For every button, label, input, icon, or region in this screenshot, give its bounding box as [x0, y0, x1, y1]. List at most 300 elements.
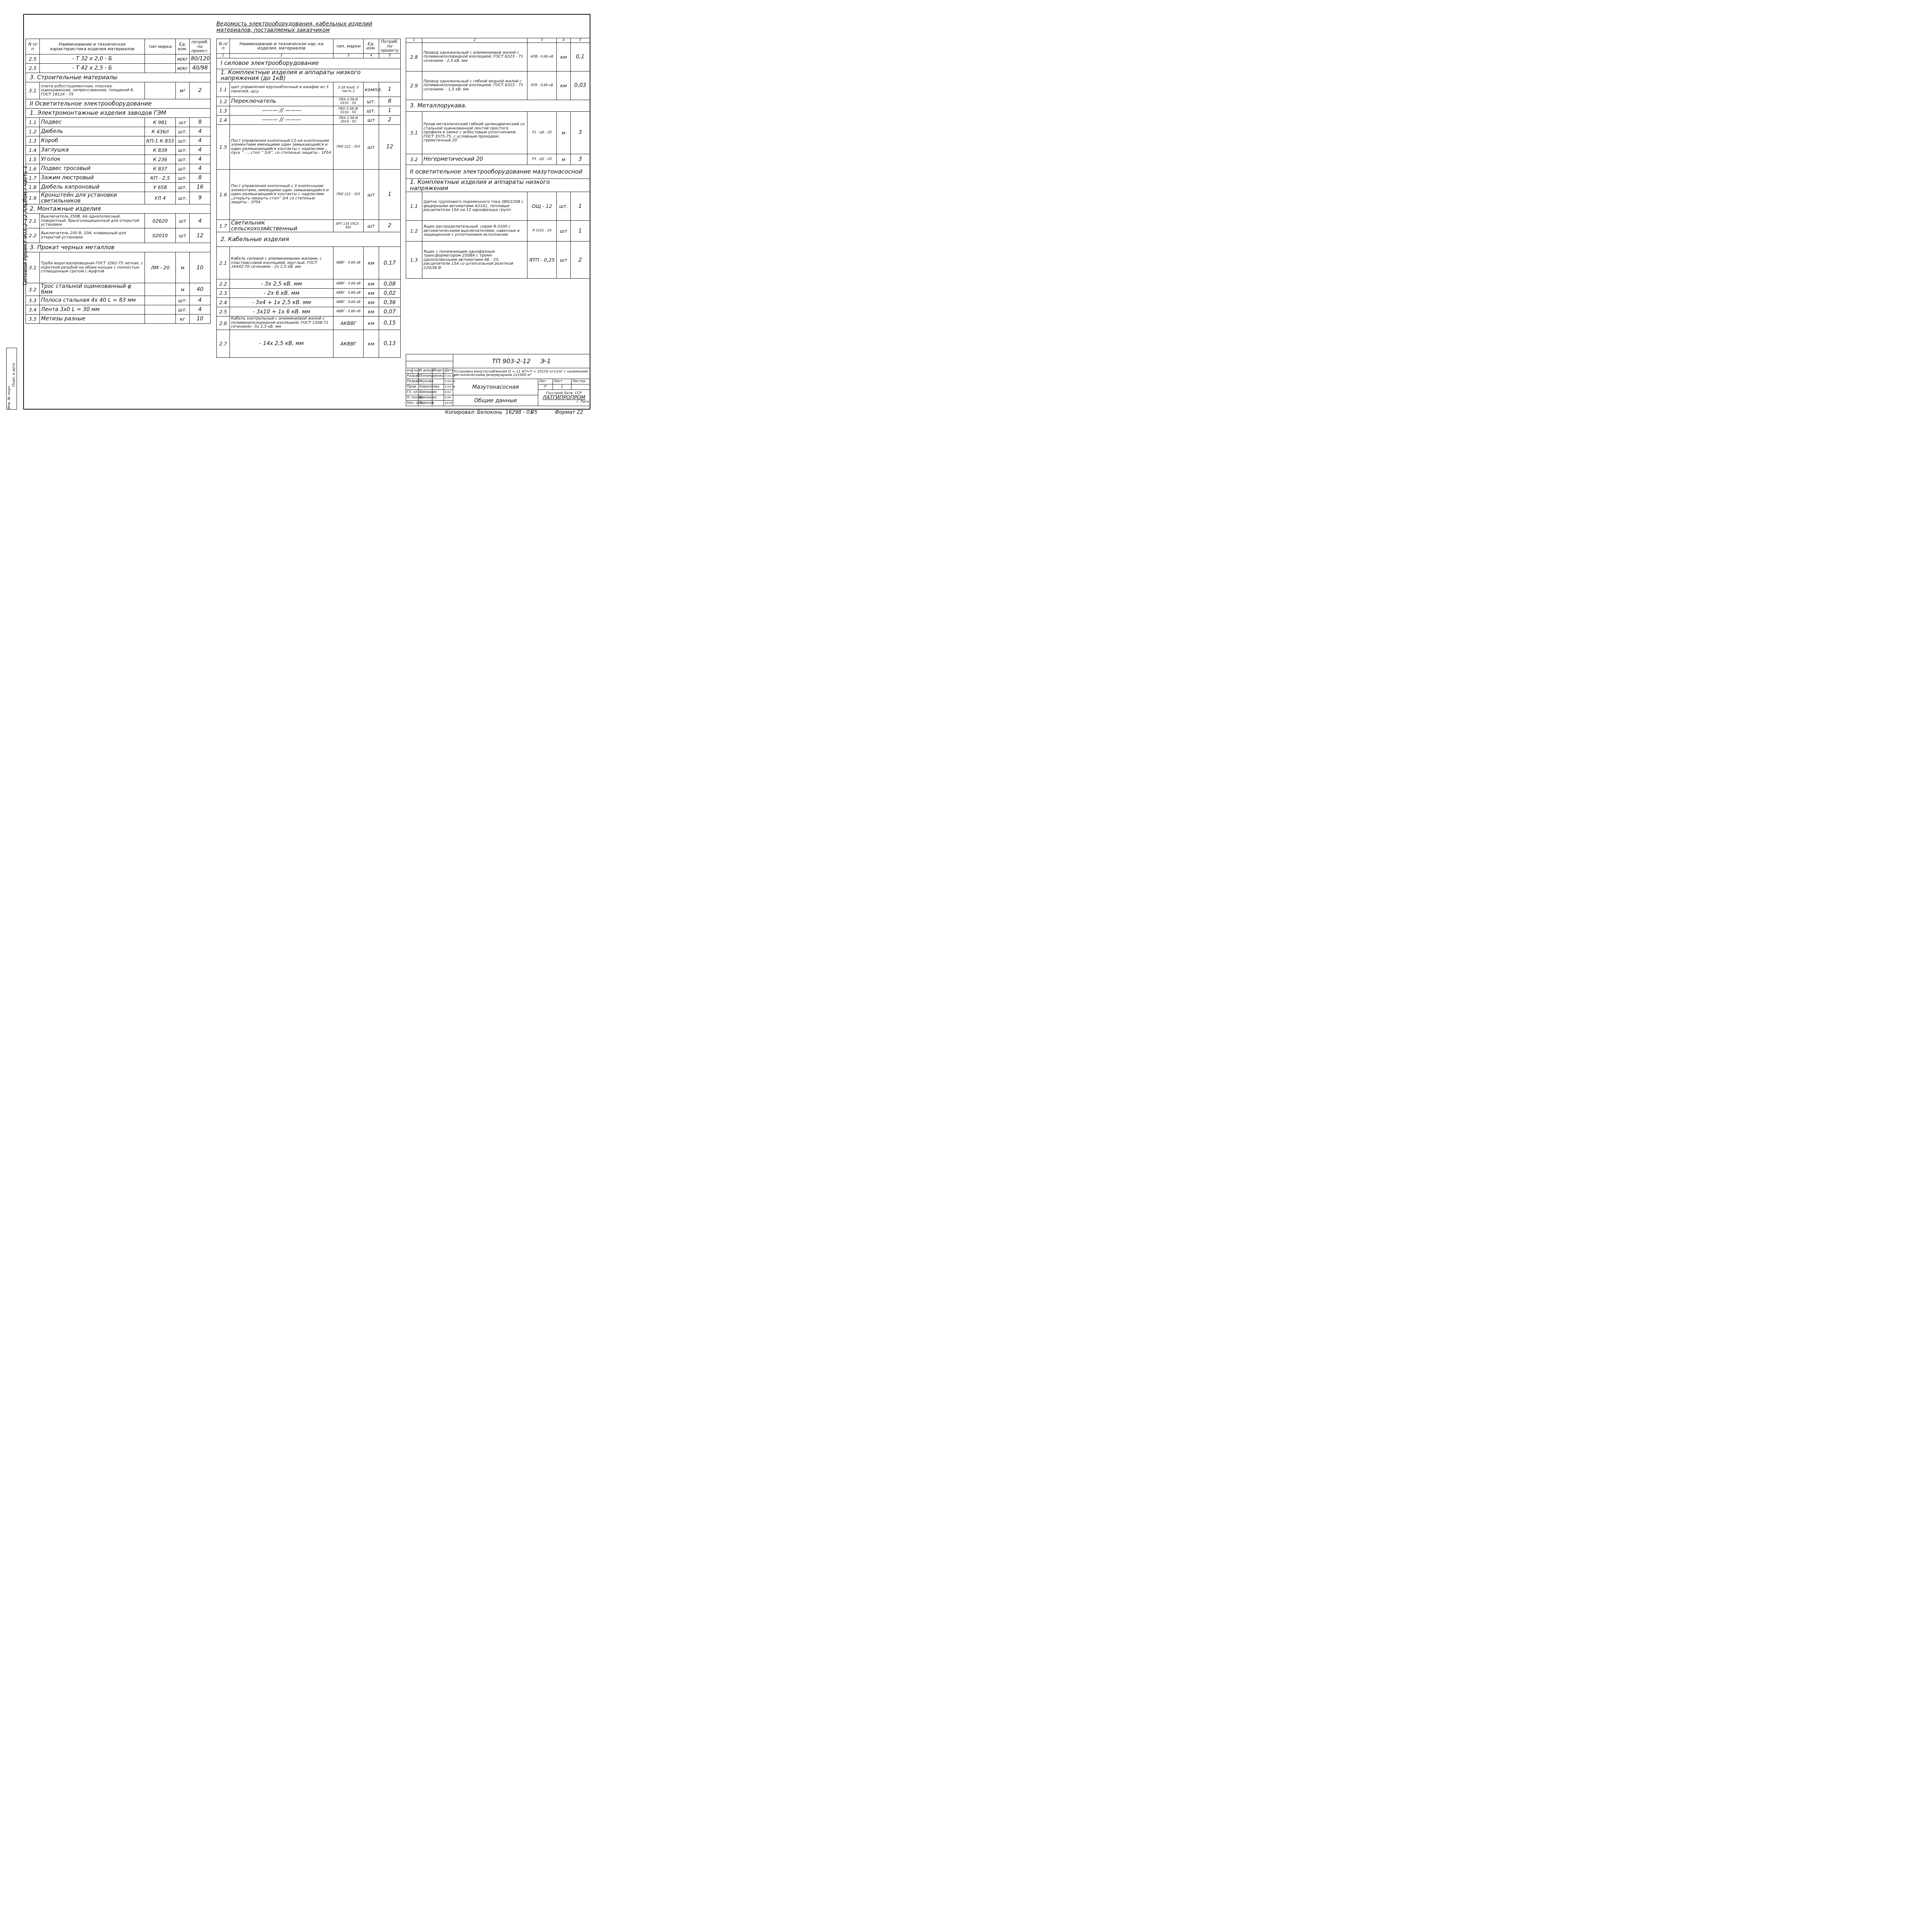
footer-copied: [445, 410, 502, 415]
column-number: 4: [557, 38, 571, 43]
row-name: Переключатель: [230, 97, 333, 106]
person-role: Н. контр.: [406, 395, 418, 401]
table-row: [406, 111, 590, 154]
row-unit: км: [364, 298, 379, 307]
row-type: ПКЕ 222 - 2У3: [333, 125, 364, 170]
row-unit: шт.: [176, 173, 190, 183]
row-unit: шт: [364, 170, 379, 220]
row-qty: 4: [190, 164, 211, 173]
section-row: [406, 165, 590, 179]
row-unit: м: [557, 154, 571, 165]
stamp-code-cell: [453, 354, 590, 368]
person-name: Кириллова: [418, 384, 432, 390]
row-type: [145, 296, 176, 305]
row-number: 1.2: [406, 221, 422, 242]
person-role: Нач. отд.: [406, 401, 418, 406]
stamp-code: ТП 903-2-12: [492, 357, 531, 365]
row-qty: 4: [190, 146, 211, 155]
row-type: У 658: [145, 183, 176, 192]
row-type: [145, 283, 176, 296]
row-name: Светильник сельскохозяйственный: [230, 220, 333, 232]
left-table: [26, 39, 211, 324]
row-type: К 837: [145, 164, 176, 173]
person-date: 5.04.78: [444, 384, 453, 390]
column-number-row: [406, 38, 590, 43]
col-izm: Изм.: [406, 368, 412, 374]
column-number: 2: [422, 38, 527, 43]
row-unit: шт: [364, 220, 379, 232]
row-type: АВВГ - 0,66 кВ: [333, 298, 364, 307]
row-type: АВВГ - 0,66 кВ: [333, 307, 364, 316]
column-number: 1: [406, 38, 422, 43]
row-qty: 2: [571, 242, 590, 279]
column-number: 1: [217, 53, 230, 58]
row-name: ——— // ———: [230, 106, 333, 116]
column-number: 4: [364, 53, 379, 58]
column-header: Наименование и техническая характеристика изделия материалов: [40, 39, 145, 54]
section-row: [217, 232, 401, 247]
row-number: 1.3: [217, 106, 230, 116]
footer-format: Формат 22: [555, 410, 583, 415]
stamp-lit-label: Лит: [538, 379, 553, 384]
row-number: 2.9: [406, 71, 422, 100]
section-title: 1. Комплектные изделия и аппараты низкого напряжения: [406, 179, 590, 192]
table-row: [26, 228, 211, 243]
row-number: 3.2: [406, 154, 422, 165]
row-type: 02010: [145, 228, 176, 243]
row-type: 3-18 Альб. V часть 2: [333, 82, 364, 97]
person-name: Викманис: [418, 395, 432, 401]
table-row: [406, 43, 590, 71]
row-name: Лента 3х0 L = 30 мм: [40, 305, 145, 314]
row-type: К 236: [145, 155, 176, 164]
row-qty: 12: [190, 228, 211, 243]
column-number: 3: [333, 53, 364, 58]
row-name: Выключатель 250В, 6А однополюсный, поворотный, брызгозащищенный для открытой установки: [40, 214, 145, 228]
table-row: [26, 118, 211, 127]
row-number: 2.5: [217, 307, 230, 316]
row-name: Пост управления кнопочный с 3 кнопочными элементами, имеющими один замыкающийся и один размыкающийся контакты с надписями „открыть-закрыть-стоп” 3/4 со степенью защиты - 1Р54: [230, 170, 333, 220]
column-number: 3: [527, 38, 557, 43]
row-number: 1.5: [26, 155, 40, 164]
table-row: [406, 154, 590, 165]
row-unit: кг: [176, 314, 190, 323]
row-unit: км: [364, 307, 379, 316]
row-type: [145, 82, 176, 99]
row-name: Труба водогазопроводная ГОСТ 3262-75 легкая, с короткой резьбой на обоих концах с полностью сплющенным гротом с муфтой: [40, 252, 145, 283]
row-name: Ящик с понижающим однофазным трансформатором 250ВА с тремя однополюсными автоматами АБ - 25, расцепители 15А со штепсельной розеткой 220/36 В: [422, 242, 527, 279]
header-row: [26, 39, 211, 54]
row-type: АКВВГ: [333, 330, 364, 357]
row-name: Метизы разные: [40, 314, 145, 323]
row-qty: 1: [571, 221, 590, 242]
row-qty: 9: [190, 192, 211, 204]
table-row: [406, 221, 590, 242]
row-qty: 8: [190, 173, 211, 183]
row-unit: м/кг: [176, 64, 190, 73]
table-row: [217, 97, 401, 106]
row-number: 2.7: [217, 330, 230, 357]
row-name: Полоса стальная 4х 40 L = 83 мм: [40, 296, 145, 305]
table-row: [217, 298, 401, 307]
row-type: АВВГ - 0,66 кВ: [333, 247, 364, 279]
row-number: 1.4: [217, 116, 230, 125]
row-qty: 4: [190, 305, 211, 314]
row-qty: 3: [571, 111, 590, 154]
row-qty: 2: [190, 82, 211, 99]
row-qty: 0,1: [571, 43, 590, 71]
row-unit: шт: [176, 118, 190, 127]
table-row: [217, 247, 401, 279]
row-name: Провод одножильный с алюминиевой жилой с поливинилхлоридной изоляцией, ГОСТ 6323 - 71 сечением - 2,5 кВ. мм: [422, 43, 527, 71]
table-row: [217, 170, 401, 220]
row-number: 2.5: [26, 64, 40, 73]
row-type: ПКЕ 222 - 3У3: [333, 170, 364, 220]
table-row: [26, 54, 211, 64]
row-type: Р3 - ЦХ - 20: [527, 154, 557, 165]
row-name: Кабель контрольный с алюминиевой жилой с поливинилхлоридной изоляцией, ГОСТ 1508-71 сечением:- 5х 2,5 кВ. мм: [230, 316, 333, 330]
section-title: I силовое электрооборудование: [217, 58, 401, 69]
footer-num: 16298 - 01: [505, 410, 533, 415]
table-row: [406, 192, 590, 221]
side-project-label: Типовой проект 903-2-12 Альбом I часть 1: [22, 165, 29, 286]
row-number: 3.3: [26, 296, 40, 305]
stamp-project: Установка мазутоснабжения Q = 11 м³/ч Р = 25(10) кгс/см² с наземными металлическими резервуарами 2х1000 м³: [453, 368, 590, 379]
section-row: [406, 100, 590, 111]
row-type: К 436/I: [145, 127, 176, 136]
table-row: [26, 146, 211, 155]
row-type: ЯТП - 0,25: [527, 242, 557, 279]
row-unit: м/кг: [176, 54, 190, 64]
row-number: 1.7: [217, 220, 230, 232]
row-number: 1.4: [26, 146, 40, 155]
row-number: 1.6: [217, 170, 230, 220]
row-qty: 2: [379, 116, 401, 125]
person-role: Гл. эл.: [406, 390, 418, 395]
person-date: 10.04: [444, 401, 453, 406]
section-row: [26, 109, 211, 118]
row-name: Трос стальной оцинкованный φ 6мм: [40, 283, 145, 296]
section-row: [26, 99, 211, 109]
row-type: К 839: [145, 146, 176, 155]
row-type: ЛМ - 20: [145, 252, 176, 283]
column-header: тип марка: [145, 39, 176, 54]
row-type: ПГВ - 0,66 кВ: [527, 71, 557, 100]
row-unit: шт.: [364, 106, 379, 116]
row-unit: шт.: [176, 164, 190, 173]
row-number: 1.2: [217, 97, 230, 106]
row-type: Я 3161 - 24: [527, 221, 557, 242]
row-number: 1.9: [26, 192, 40, 204]
row-qty: 40/98: [190, 64, 211, 73]
row-name: ——— // ———: [230, 116, 333, 125]
row-qty: 4: [190, 127, 211, 136]
footer-copied-label: Копировал: Белоконь: [445, 410, 502, 415]
column-header: Потреб. по проекту: [379, 39, 401, 54]
row-number: 1.6: [26, 164, 40, 173]
row-name: Пост управления кнопочный С2-ня кнопочными элементами имеющими один замыкающийся и один размыкающийся контакты с надписями „ пуск ” - „ стоп ” 3/4”, со степенью защиты - 1Р54: [230, 125, 333, 170]
column-header: Ед. изм.: [364, 39, 379, 54]
row-number: 1.8: [26, 183, 40, 192]
row-qty: 0,07: [379, 307, 401, 316]
table-row: [26, 136, 211, 146]
section-row: [406, 179, 590, 192]
row-qty: 80/120: [190, 54, 211, 64]
person-name: Пономаренко: [418, 374, 432, 379]
row-unit: шт.: [176, 127, 190, 136]
row-qty: 4: [190, 214, 211, 228]
row-number: 3.1: [26, 82, 40, 99]
table-row: [26, 305, 211, 314]
table-row: [26, 64, 211, 73]
row-name: Уголок: [40, 155, 145, 164]
col-list: Лист: [412, 368, 418, 374]
page-title: [216, 21, 399, 33]
row-type: КП - 2,5: [145, 173, 176, 183]
row-name: Выключатель 250 В, 10А, клавишный для открытой установки: [40, 228, 145, 243]
person-name: Терехов: [418, 401, 432, 406]
row-unit: м: [176, 252, 190, 283]
section-row: [217, 69, 401, 82]
row-number: 3.1: [26, 252, 40, 283]
section-title: 2. Кабельные изделия: [217, 232, 401, 247]
row-type: ПКУ-3-58 Ж 0102 - У2: [333, 106, 364, 116]
row-unit: км: [364, 279, 379, 289]
title-line-2: материалов, поставляемых заказчиком: [216, 27, 330, 34]
row-unit: шт.: [176, 296, 190, 305]
row-number: 1.5: [217, 125, 230, 170]
row-number: 1.1: [217, 82, 230, 97]
row-qty: 16: [190, 183, 211, 192]
column-header: тип, марки: [333, 39, 364, 54]
row-number: 1.3: [26, 136, 40, 146]
stamp-sheet-label: Лист: [553, 379, 571, 384]
row-number: 2.1: [26, 214, 40, 228]
row-number: 2.3: [217, 289, 230, 298]
row-qty: 1: [379, 82, 401, 97]
row-qty: 4: [190, 155, 211, 164]
row-qty: 8: [190, 118, 211, 127]
table-row: [26, 164, 211, 173]
table-row: [217, 125, 401, 170]
table-row: [217, 116, 401, 125]
table-row: [217, 289, 401, 298]
table-row: [26, 296, 211, 305]
row-number: 2.4: [217, 298, 230, 307]
row-unit: шт.: [557, 192, 571, 221]
section-title: 1. Комплектные изделия и аппараты низкого напряжения (до 1кВ): [217, 69, 401, 82]
drawing-sheet: [0, 0, 603, 423]
row-type: [145, 54, 176, 64]
column-header: N п/п: [217, 39, 230, 54]
row-qty: 1: [571, 192, 590, 221]
row-number: 1.1: [406, 192, 422, 221]
row-type: АВВГ - 0,66 кВ: [333, 289, 364, 298]
column-number: 5: [571, 38, 590, 43]
row-qty: 2: [379, 220, 401, 232]
row-name: - Т 42 х 2,5 - Б: [40, 64, 145, 73]
section-title: II Осветительное электрооборудование: [26, 99, 211, 109]
row-unit: шт.: [364, 97, 379, 106]
row-number: 3.1: [406, 111, 422, 154]
row-number: 2.2: [217, 279, 230, 289]
row-type: [145, 305, 176, 314]
row-name: Кабель силовой с алюминиевыми жилами, с пластмассовой изоляцией, круглый, ГОСТ 16442-70 сечением - 2х 2,5 кВ, мм: [230, 247, 333, 279]
col-date: Дата: [444, 368, 453, 374]
table-row: [26, 214, 211, 228]
table-row: [217, 279, 401, 289]
row-type: УЛ 4: [145, 192, 176, 204]
row-qty: 0,36: [379, 298, 401, 307]
row-number: 2.2: [26, 228, 40, 243]
row-unit: шт.: [176, 136, 190, 146]
row-type: АПВ - 0,66 кВ: [527, 43, 557, 71]
row-type: 02620: [145, 214, 176, 228]
row-name: Зажим люстровый: [40, 173, 145, 183]
section-row: [26, 204, 211, 214]
side-stamp: [6, 348, 17, 410]
row-unit: км: [557, 43, 571, 71]
row-name: - 3х10 + 1х 6 кВ. мм: [230, 307, 333, 316]
stamp-lit: Р: [538, 384, 553, 390]
section-title: 2. Монтажные изделия: [26, 204, 211, 214]
footer-page: 45: [531, 410, 537, 415]
row-qty: 40: [190, 283, 211, 296]
table-row: [217, 106, 401, 116]
stamp-org-1: Госстрой Латв. ССР: [546, 391, 582, 395]
stamp-org: [538, 390, 590, 406]
stamp-org-3: г. Рига: [577, 400, 589, 404]
row-type: ПКУ-3-58 И 2014 - У2: [333, 116, 364, 125]
row-unit: км: [557, 71, 571, 100]
col-sign: Подп.: [432, 368, 444, 374]
row-name: Кронштейн для установки светильников: [40, 192, 145, 204]
right-table: [406, 38, 590, 279]
row-type: [145, 314, 176, 323]
stamp-drawing: Общие данные: [453, 395, 538, 406]
row-unit: км: [364, 247, 379, 279]
table-row: [26, 183, 211, 192]
row-number: 1.7: [26, 173, 40, 183]
stamp-object: Мазутонасосная: [453, 379, 538, 395]
row-unit: м: [176, 283, 190, 296]
table-row: [26, 173, 211, 183]
row-type: К 981: [145, 118, 176, 127]
row-unit: км: [364, 289, 379, 298]
table-row: [406, 242, 590, 279]
table-row: [217, 307, 401, 316]
person-date: 5.04.78: [444, 374, 453, 379]
person-date: 5.04.78: [444, 379, 453, 384]
row-qty: 4: [190, 136, 211, 146]
section-title: II осветительное электрооборудование мазутонасосной: [406, 165, 590, 179]
person-role: Пров.: [406, 384, 418, 390]
section-row: [217, 58, 401, 69]
row-name: - Т 32 х 2,0 - Б: [40, 54, 145, 64]
col-doc: N докум.: [418, 368, 432, 374]
table-row: [406, 71, 590, 100]
section-title: 1. Электромонтажные изделия заводов ГЭМ: [26, 109, 211, 118]
header-row: [217, 39, 401, 54]
person-role: Разраб.: [406, 379, 418, 384]
row-type: АРТ 135 (ПСХ - 60): [333, 220, 364, 232]
table-row: [217, 316, 401, 330]
column-number-row: [217, 53, 401, 58]
table-row: [217, 82, 401, 97]
column-header: Наименование и техническая хар.-ка изделия, материалов: [230, 39, 333, 54]
row-name: Ящик распределительный, серии Я-3100 с автоматическими выключателями, навесные в защищенном с уплотнением исполнении: [422, 221, 527, 242]
side-stamp-sign: Подп. и дата: [12, 363, 16, 387]
row-qty: 1: [379, 106, 401, 116]
row-name: Рукав металлический гибкий цилиндрический со стальной оцинкованной лентой простого профиля в замке с асбестовым уплотнением, ГОСТ 3575-75, с условным проходом; герметичный 20: [422, 111, 527, 154]
row-name: щит управления крупноблочный в шкафах из 3 панелей, щсу.: [230, 82, 333, 97]
row-number: 2.1: [217, 247, 230, 279]
row-unit: компл.: [364, 82, 379, 97]
row-name: Дюбель: [40, 127, 145, 136]
row-type: ОЩ - 12: [527, 192, 557, 221]
table-row: [26, 155, 211, 164]
table-row: [26, 192, 211, 204]
section-title: 3. Прокат черных металлов: [26, 243, 211, 252]
section-title: 3. Строительные материалы: [26, 73, 211, 82]
section-row: [26, 73, 211, 82]
stamp-sheet-code: Э-1: [540, 357, 551, 365]
row-unit: шт: [557, 221, 571, 242]
side-stamp-inv: Инв. № подл.: [7, 385, 11, 409]
row-number: 1.2: [26, 127, 40, 136]
row-number: 2.5: [26, 54, 40, 64]
row-unit: м: [557, 111, 571, 154]
row-unit: шт.: [176, 155, 190, 164]
row-name: Короб: [40, 136, 145, 146]
row-name: Дюбель капроновый: [40, 183, 145, 192]
row-type: КП-1 К 833: [145, 136, 176, 146]
row-qty: 0,17: [379, 247, 401, 279]
row-unit: км: [364, 316, 379, 330]
row-unit: м²: [176, 82, 190, 99]
row-type: АВВГ - 0,66 кВ: [333, 279, 364, 289]
section-row: [26, 243, 211, 252]
row-number: 1.1: [26, 118, 40, 127]
row-number: 1.3: [406, 242, 422, 279]
row-qty: 10: [190, 252, 211, 283]
row-type: ПКУ-3-58 И 0101 - У2: [333, 97, 364, 106]
table-row: [217, 330, 401, 357]
row-type: [145, 64, 176, 73]
row-name: Щиток группового переменного тока 380/220В с фидерными автоматами А3161, тепловые расцепители 15А на 12 однофазных групп: [422, 192, 527, 221]
row-name: Подвес: [40, 118, 145, 127]
row-number: 3.2: [26, 283, 40, 296]
row-unit: шт.: [176, 192, 190, 204]
row-qty: 0,08: [379, 279, 401, 289]
section-title: 3. Металлорукава.: [406, 100, 590, 111]
row-unit: шт.: [176, 183, 190, 192]
row-qty: 0,02: [379, 289, 401, 298]
title-line-1: Ведомость электрооборудования, кабельных изделий: [216, 21, 372, 27]
row-number: 3.5: [26, 314, 40, 323]
table-row: [26, 82, 211, 99]
row-unit: шт.: [176, 305, 190, 314]
table-row: [26, 127, 211, 136]
table-row: [217, 220, 401, 232]
row-name: - 14х 2,5 кВ, мм: [230, 330, 333, 357]
table-row: [26, 252, 211, 283]
row-qty: 0,13: [379, 330, 401, 357]
row-qty: 0,15: [379, 316, 401, 330]
row-number: 2.6: [217, 316, 230, 330]
row-name: плита асбестоцементная, плоская, оцинцованная, непрессованная, толщиной 8, ГОСТ 18124 - 75: [40, 82, 145, 99]
title-block: [406, 354, 590, 406]
